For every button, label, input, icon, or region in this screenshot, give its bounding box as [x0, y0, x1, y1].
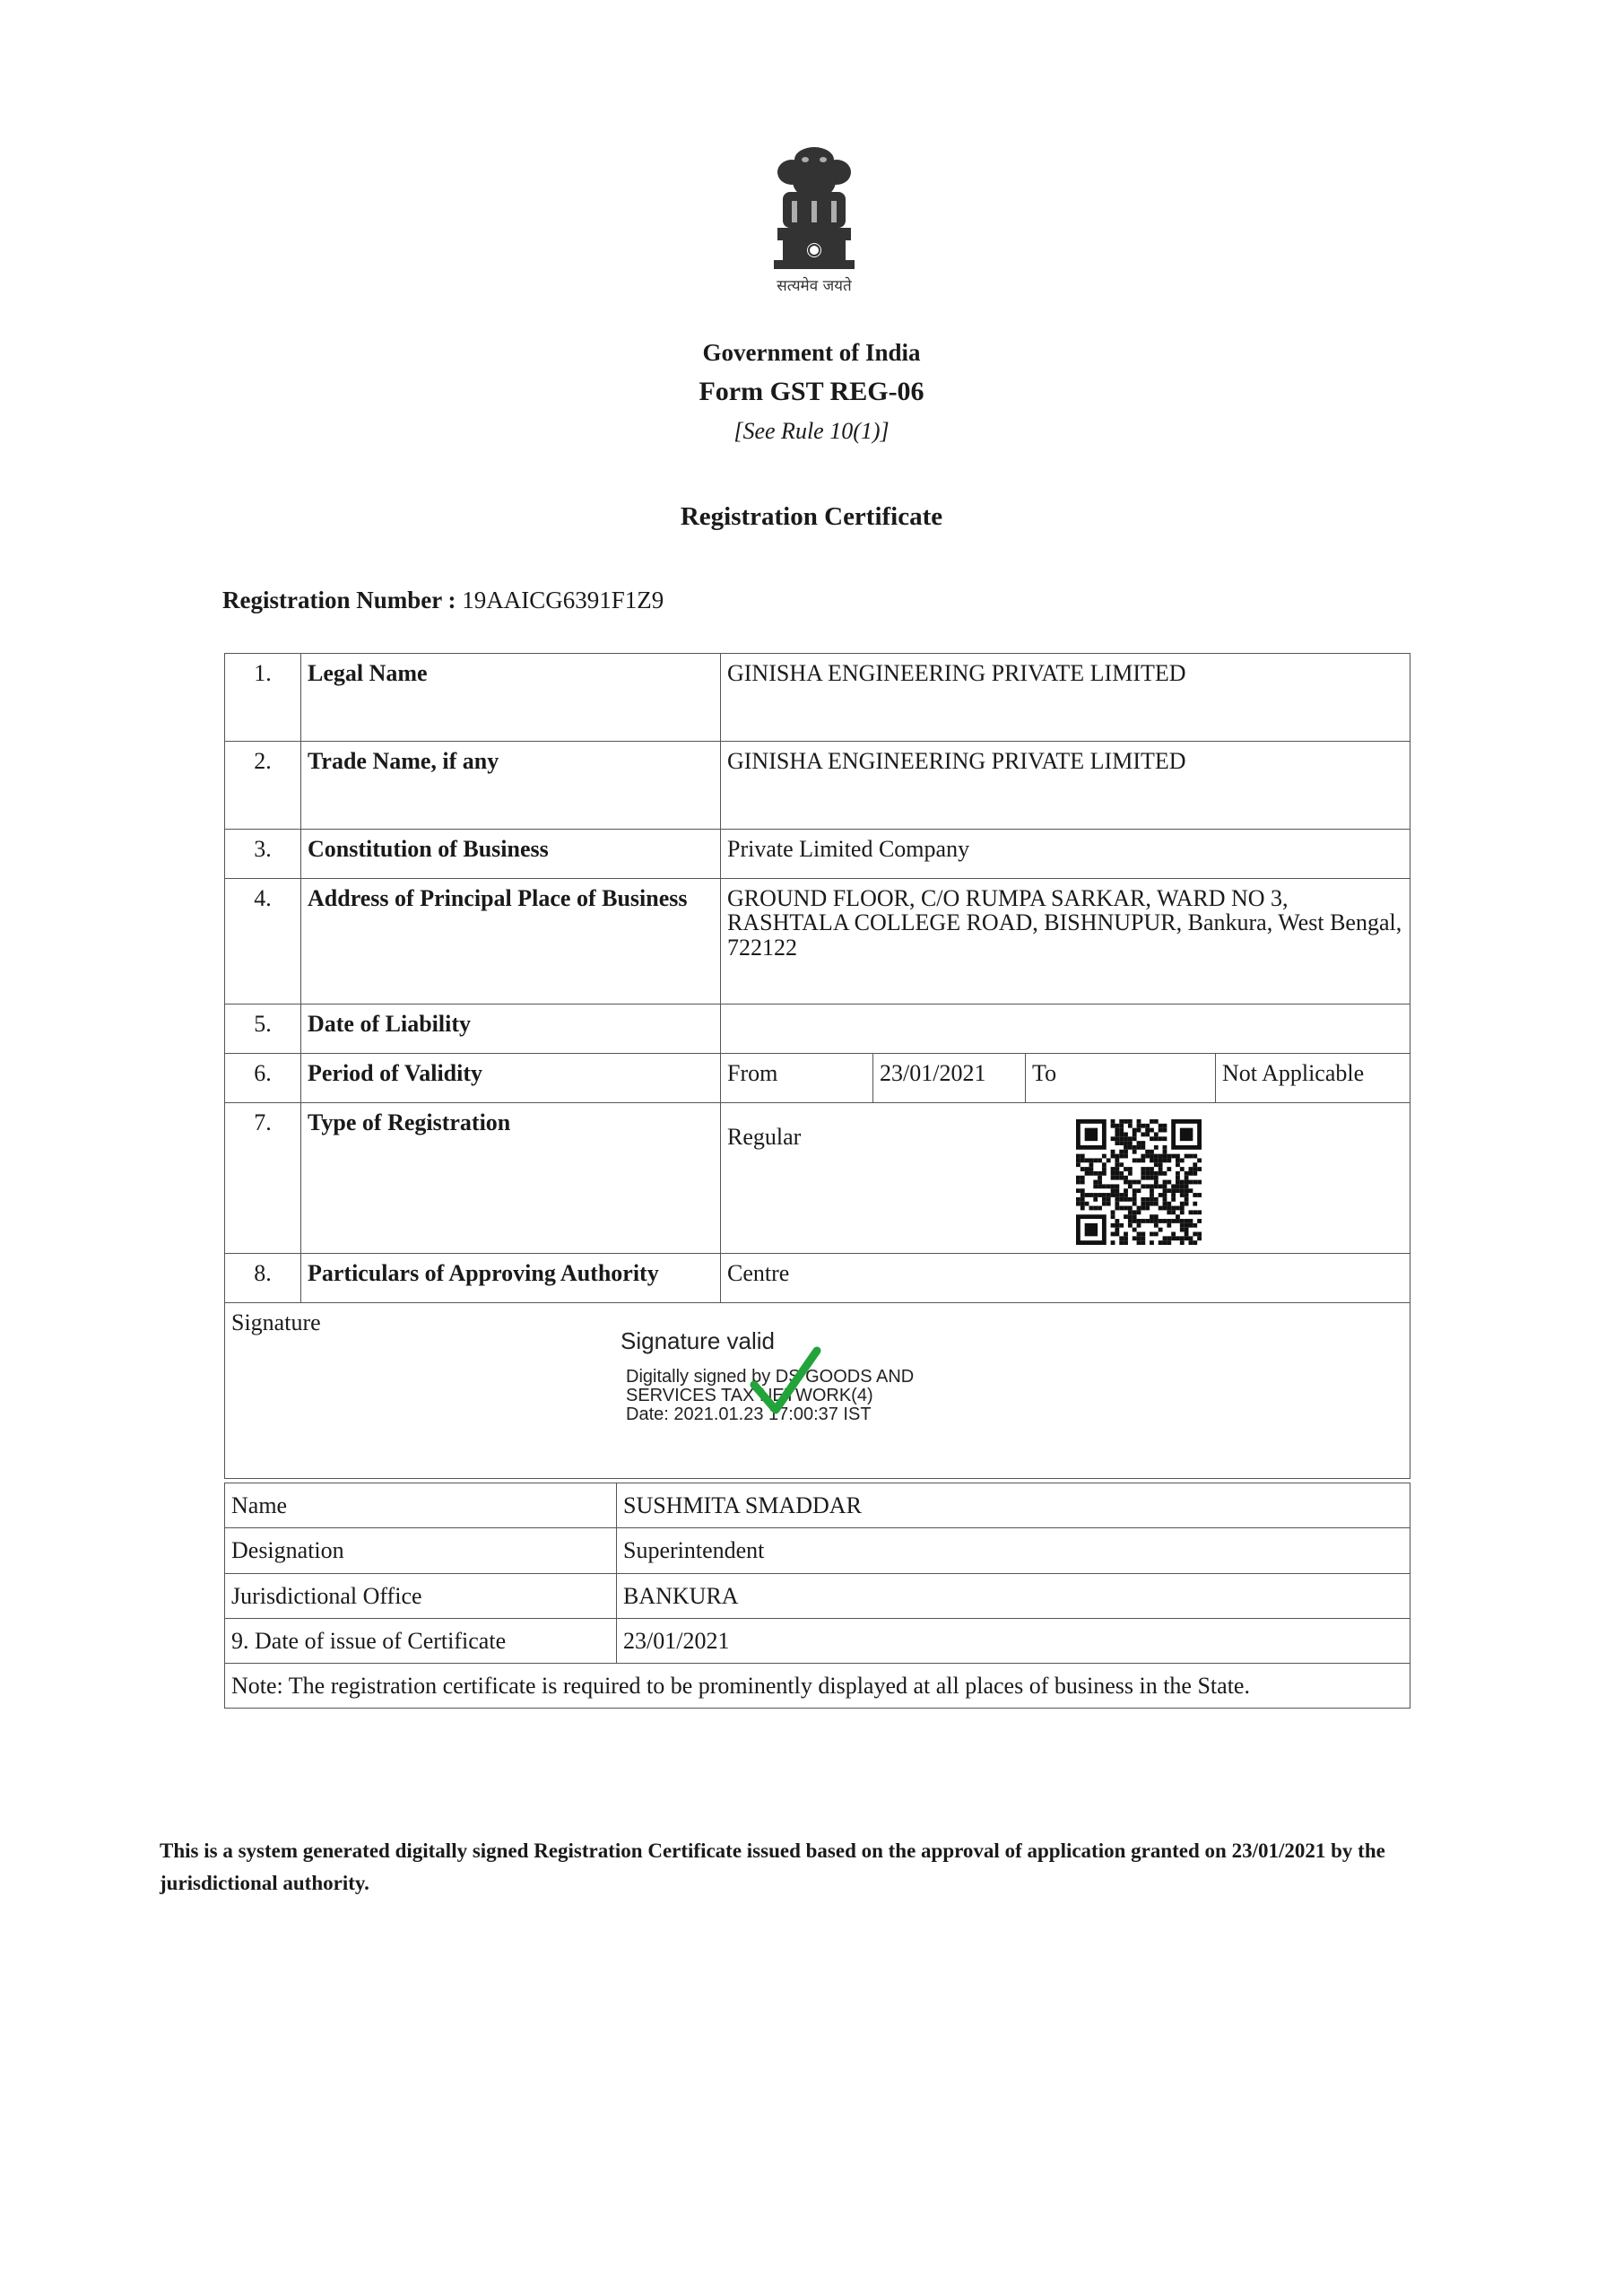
table-row	[225, 879, 1410, 1004]
table-row	[225, 1103, 1410, 1254]
approving-authority-value: Centre	[721, 1254, 1410, 1303]
validity-from-label: From	[721, 1054, 873, 1103]
qr-code-icon	[1076, 1119, 1202, 1245]
signature-detail-line: Digitally signed by DS GOODS AND	[626, 1367, 915, 1387]
registration-number-label: Registration Number :	[222, 587, 456, 613]
row-label: Address of Principal Place of Business	[301, 879, 721, 1004]
certificate-title: Registration Certificate	[680, 502, 943, 531]
table-row	[225, 1483, 1410, 1528]
emblem-motto: सत्यमेव जयते	[777, 277, 852, 295]
address-value: GROUND FLOOR, C/O RUMPA SARKAR, WARD NO 3, RASHTALA COLLEGE ROAD, BISHNUPUR, Bankura, West Bengal, 722122	[721, 879, 1410, 1004]
table-row	[225, 1573, 1410, 1618]
signature-valid-status: Signature valid	[621, 1327, 775, 1354]
registration-type-value: Regular	[721, 1103, 1410, 1254]
officer-value: 23/01/2021	[617, 1618, 1410, 1663]
row-label: Constitution of Business	[301, 830, 721, 879]
table-row	[225, 1528, 1410, 1573]
row-label: Trade Name, if any	[301, 742, 721, 830]
government-title: Government of India	[702, 339, 921, 366]
row-number: 4.	[225, 879, 301, 1004]
date-of-liability-value	[721, 1004, 1410, 1054]
table-row	[225, 1254, 1410, 1303]
table-row	[225, 830, 1410, 879]
officer-label: 9. Date of issue of Certificate	[225, 1618, 617, 1663]
row-number: 1.	[225, 654, 301, 742]
validity-from-date: 23/01/2021	[873, 1054, 1026, 1103]
table-row	[225, 1618, 1410, 1663]
table-row	[225, 1004, 1410, 1054]
table-row	[225, 1054, 1410, 1103]
row-label: Date of Liability	[301, 1004, 721, 1054]
officer-value: SUSHMITA SMADDAR	[617, 1483, 1410, 1528]
signature-label: Signature	[225, 1303, 1410, 1479]
row-number: 6.	[225, 1054, 301, 1103]
check-icon	[749, 1345, 822, 1419]
officer-label: Designation	[225, 1528, 617, 1573]
form-title: Form GST REG-06	[699, 377, 924, 406]
officer-value: Superintendent	[617, 1528, 1410, 1573]
officer-value: BANKURA	[617, 1573, 1410, 1618]
registration-number-value: 19AAICG6391F1Z9	[462, 587, 664, 613]
footer-statement: This is a system generated digitally signed Registration Certificate issued based on the approval of application granted on 23/01/2021 by the jurisdictional authority.	[160, 1839, 1385, 1894]
row-number: 8.	[225, 1254, 301, 1303]
signature-detail-line: Date: 2021.01.23 17:00:37 IST	[626, 1405, 872, 1424]
constitution-value: Private Limited Company	[721, 830, 1410, 879]
officer-details-table	[224, 1483, 1410, 1709]
officer-label: Name	[225, 1483, 617, 1528]
row-label: Period of Validity	[301, 1054, 721, 1103]
row-label: Type of Registration	[301, 1103, 721, 1254]
table-row	[225, 654, 1410, 742]
rule-reference: [See Rule 10(1)]	[733, 418, 890, 444]
row-number: 5.	[225, 1004, 301, 1054]
registration-number-line	[222, 587, 664, 614]
table-row	[225, 742, 1410, 830]
row-number: 7.	[225, 1103, 301, 1254]
display-note: Note: The registration certificate is required to be prominently displayed at all places of business in the State.	[225, 1664, 1410, 1709]
validity-to-value: Not Applicable	[1216, 1054, 1410, 1103]
legal-name-value: GINISHA ENGINEERING PRIVATE LIMITED	[721, 654, 1410, 742]
signature-detail-line: SERVICES TAX NETWORK(4)	[626, 1386, 873, 1405]
validity-to-label: To	[1026, 1054, 1216, 1103]
row-label: Legal Name	[301, 654, 721, 742]
table-row	[225, 1664, 1410, 1709]
row-number: 3.	[225, 830, 301, 879]
row-number: 2.	[225, 742, 301, 830]
officer-label: Jurisdictional Office	[225, 1573, 617, 1618]
trade-name-value: GINISHA ENGINEERING PRIVATE LIMITED	[721, 742, 1410, 830]
row-label: Particulars of Approving Authority	[301, 1254, 721, 1303]
